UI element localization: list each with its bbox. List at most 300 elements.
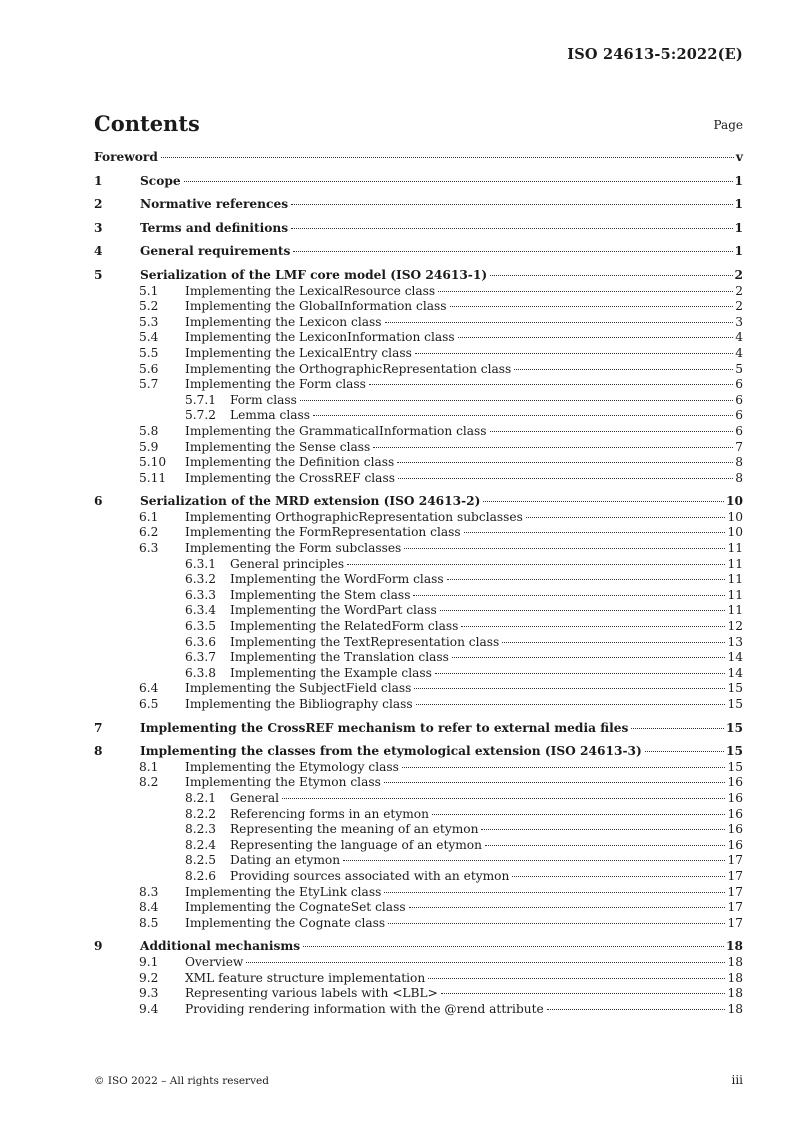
toc-entry-line xyxy=(140,939,743,955)
toc-entry[interactable] xyxy=(94,377,743,393)
toc-entry-title: XML feature structure implementation xyxy=(185,970,426,985)
toc-entry-line xyxy=(230,393,743,409)
toc-dot-leader xyxy=(450,306,734,307)
toc-entry-line xyxy=(230,807,743,823)
toc-dot-leader xyxy=(441,993,726,994)
toc-entry[interactable] xyxy=(94,939,743,955)
toc-entry-page: 11 xyxy=(727,572,743,587)
toc-dot-leader xyxy=(161,157,734,158)
toc-entry[interactable] xyxy=(94,408,743,424)
table-of-contents xyxy=(94,150,743,1017)
toc-entry-title: Implementing the WordForm class xyxy=(230,572,444,587)
toc-entry-title: Implementing the LexiconInformation class xyxy=(185,330,455,345)
toc-dot-leader xyxy=(485,845,726,846)
toc-entry-line xyxy=(185,330,743,346)
toc-entry-number: 9.4 xyxy=(139,1001,159,1016)
toc-entry-line xyxy=(185,697,743,713)
toc-entry-page: 1 xyxy=(734,244,743,259)
toc-entry-line xyxy=(140,221,743,237)
toc-entry-line xyxy=(185,760,743,776)
toc-entry-line xyxy=(140,197,743,213)
toc-entry-title: Representing the meaning of an etymon xyxy=(230,822,479,837)
toc-entry-number: 5.8 xyxy=(139,423,159,438)
toc-entry[interactable] xyxy=(94,838,743,854)
toc-dot-leader xyxy=(458,337,734,338)
toc-entry-title: Implementing the SubjectField class xyxy=(185,681,412,696)
toc-entry-line xyxy=(185,299,743,315)
toc-entry-page: 16 xyxy=(727,822,743,837)
toc-entry-title: Dating an etymon xyxy=(230,853,341,868)
toc-entry-page: 11 xyxy=(727,603,743,618)
toc-entry-number: 5.7 xyxy=(139,377,159,392)
page-column-label: Page xyxy=(713,118,743,132)
toc-entry-title: Implementing the Form subclasses xyxy=(185,541,402,556)
page-title: Contents xyxy=(94,111,200,136)
toc-entry-line xyxy=(230,408,743,424)
toc-entry[interactable] xyxy=(94,284,743,300)
toc-entry-page: 2 xyxy=(735,283,743,298)
toc-entry-number: 6.5 xyxy=(139,697,159,711)
toc-entry-number: 6.3 xyxy=(139,541,159,556)
toc-entry-number: 3 xyxy=(94,220,103,235)
toc-entry-line xyxy=(140,174,743,190)
toc-dot-leader xyxy=(246,962,725,963)
toc-entry-page: 15 xyxy=(726,744,743,759)
toc-entry[interactable] xyxy=(94,299,743,315)
toc-entry-title: Scope xyxy=(140,173,181,188)
toc-entry-title: Implementing the RelatedForm class xyxy=(230,619,459,634)
toc-entry-number: 5.9 xyxy=(139,439,159,454)
toc-entry[interactable] xyxy=(94,346,743,362)
toc-dot-leader xyxy=(343,860,725,861)
toc-entry-page: 6 xyxy=(735,408,743,423)
toc-entry-title: General principles xyxy=(230,556,345,571)
toc-entry-line xyxy=(230,838,743,854)
toc-entry[interactable] xyxy=(94,315,743,331)
toc-dot-leader xyxy=(512,876,725,877)
toc-entry-number: 8.4 xyxy=(139,900,159,915)
toc-entry-page: 16 xyxy=(727,837,743,852)
toc-entry[interactable] xyxy=(94,822,743,838)
toc-entry-line xyxy=(230,822,743,838)
toc-entry-page: 1 xyxy=(734,197,743,212)
toc-dot-leader xyxy=(388,923,725,924)
toc-dot-leader xyxy=(416,704,726,705)
toc-entry[interactable] xyxy=(94,557,743,573)
toc-entry-page: 18 xyxy=(727,970,743,985)
toc-entry-title: Implementing the LexicalEntry class xyxy=(185,345,412,360)
toc-entry-title: Providing rendering information with the @rend attribute xyxy=(185,1001,544,1016)
toc-entry-number: 4 xyxy=(94,244,103,259)
toc-dot-leader xyxy=(547,1009,726,1010)
toc-dot-leader xyxy=(414,688,725,689)
toc-entry-page: 17 xyxy=(727,853,743,868)
toc-entry-title: Implementing the Cognate class xyxy=(185,915,386,930)
toc-entry[interactable] xyxy=(94,494,743,510)
toc-entry[interactable] xyxy=(94,744,743,760)
page-number: iii xyxy=(731,1073,743,1087)
toc-entry[interactable] xyxy=(94,268,743,284)
toc-dot-leader xyxy=(440,610,726,611)
toc-entry-number: 6.4 xyxy=(139,681,159,696)
toc-entry-title: Terms and definitions xyxy=(140,220,289,235)
toc-entry-page: 15 xyxy=(727,759,743,774)
toc-entry-number: 8.5 xyxy=(139,915,159,930)
toc-entry-number: 6.2 xyxy=(139,525,159,540)
toc-entry-page: 16 xyxy=(727,775,743,790)
toc-entry-line xyxy=(185,424,743,440)
toc-entry[interactable] xyxy=(94,681,743,697)
toc-entry[interactable] xyxy=(94,697,743,713)
toc-entry-line xyxy=(230,557,743,573)
toc-entry-line xyxy=(185,955,743,971)
toc-entry-line xyxy=(185,440,743,456)
toc-entry[interactable] xyxy=(94,955,743,971)
toc-entry-number: 5.7.2 xyxy=(185,408,217,423)
toc-dot-leader xyxy=(452,657,726,658)
toc-entry[interactable] xyxy=(94,541,743,557)
toc-dot-leader xyxy=(347,564,725,565)
toc-entry-line xyxy=(140,268,743,284)
toc-entry-title: Implementing the OrthographicRepresentation class xyxy=(185,361,512,376)
toc-entry-page: 17 xyxy=(727,884,743,899)
toc-dot-leader xyxy=(300,400,733,401)
toc-dot-leader xyxy=(313,415,733,416)
toc-dot-leader xyxy=(645,751,724,752)
toc-entry[interactable] xyxy=(94,916,743,932)
toc-dot-leader xyxy=(303,946,724,947)
toc-entry-number: 6.3.8 xyxy=(185,665,217,680)
toc-dot-leader xyxy=(526,517,726,518)
toc-entry-page: 5 xyxy=(735,361,743,376)
toc-entry[interactable] xyxy=(94,1002,743,1018)
toc-entry-page: 4 xyxy=(735,345,743,360)
toc-entry-number: 5.10 xyxy=(139,455,167,470)
toc-entry-number: 5.11 xyxy=(139,470,167,485)
toc-entry-line xyxy=(185,346,743,362)
toc-entry-title: Implementing the Form class xyxy=(185,377,366,392)
toc-entry-line xyxy=(185,377,743,393)
toc-entry-number: 8.2.6 xyxy=(185,868,217,883)
toc-entry-title: Implementing the Definition class xyxy=(185,455,395,470)
toc-entry-number: 9.3 xyxy=(139,986,159,1001)
toc-entry-line xyxy=(230,572,743,588)
toc-entry-line xyxy=(185,541,743,557)
toc-entry[interactable] xyxy=(94,853,743,869)
toc-entry-title: Implementing the Example class xyxy=(230,665,432,680)
toc-dot-leader xyxy=(291,228,732,229)
toc-entry-number: 5.2 xyxy=(139,299,159,314)
toc-entry-line xyxy=(140,244,743,260)
toc-entry[interactable] xyxy=(94,525,743,541)
toc-entry-title: Referencing forms in an etymon xyxy=(230,806,429,821)
toc-entry[interactable] xyxy=(94,588,743,604)
toc-entry-number: 6.1 xyxy=(139,509,159,524)
toc-entry-page: 16 xyxy=(727,790,743,805)
toc-dot-leader xyxy=(490,275,732,276)
toc-dot-leader xyxy=(481,829,725,830)
toc-entry-page: 6 xyxy=(735,392,743,407)
toc-entry-number: 5.4 xyxy=(139,330,159,345)
toc-dot-leader xyxy=(369,384,733,385)
toc-entry-title: Implementing the FormRepresentation class xyxy=(185,525,461,540)
toc-entry[interactable] xyxy=(94,807,743,823)
toc-entry-line xyxy=(94,150,743,166)
toc-entry-number: 8.3 xyxy=(139,884,159,899)
toc-entry-number: 5 xyxy=(94,267,103,282)
toc-entry-line xyxy=(140,494,743,510)
toc-dot-leader xyxy=(397,462,733,463)
toc-entry[interactable] xyxy=(94,666,743,682)
toc-dot-leader xyxy=(373,447,733,448)
toc-entry-page: 12 xyxy=(727,619,743,634)
toc-entry-line xyxy=(185,681,743,697)
toc-entry-title: Additional mechanisms xyxy=(140,939,301,954)
toc-entry-line xyxy=(230,619,743,635)
toc-dot-leader xyxy=(428,978,725,979)
toc-entry-title: Implementing the TextRepresentation class xyxy=(230,634,500,649)
toc-entry-line xyxy=(185,971,743,987)
toc-entry-line xyxy=(185,775,743,791)
toc-entry-number: 6.3.2 xyxy=(185,572,217,587)
toc-entry-title: Form class xyxy=(230,392,297,407)
toc-entry[interactable] xyxy=(94,393,743,409)
toc-entry[interactable] xyxy=(94,455,743,471)
toc-entry-number: 6.3.4 xyxy=(185,603,217,618)
toc-entry[interactable] xyxy=(94,971,743,987)
toc-entry-title: Serialization of the MRD extension (ISO 24613-2) xyxy=(140,494,481,509)
toc-entry-number: 5.3 xyxy=(139,314,159,329)
toc-entry-title: General requirements xyxy=(140,244,291,259)
toc-entry-number: 2 xyxy=(94,197,103,212)
toc-dot-leader xyxy=(464,532,726,533)
toc-dot-leader xyxy=(384,782,726,783)
toc-entry-number: 7 xyxy=(94,720,103,735)
toc-entry-page: 10 xyxy=(727,525,743,540)
toc-dot-leader xyxy=(432,814,726,815)
toc-dot-leader xyxy=(398,478,733,479)
toc-entry-title: Implementing the WordPart class xyxy=(230,603,437,618)
toc-entry[interactable] xyxy=(94,510,743,526)
toc-entry-line xyxy=(230,853,743,869)
toc-entry-line xyxy=(230,603,743,619)
toc-entry[interactable] xyxy=(94,635,743,651)
toc-entry-page: 3 xyxy=(735,314,743,329)
toc-entry-line xyxy=(230,588,743,604)
toc-entry-line xyxy=(185,1002,743,1018)
toc-entry-page: 15 xyxy=(727,681,743,696)
toc-entry-page: 8 xyxy=(735,470,743,485)
toc-entry-title: Implementing the Stem class xyxy=(230,587,411,602)
toc-entry[interactable] xyxy=(94,721,743,737)
toc-entry-page: 18 xyxy=(727,1001,743,1016)
toc-entry-line xyxy=(185,986,743,1002)
toc-entry-page: 2 xyxy=(734,267,743,282)
toc-entry-title: Implementing the Etymology class xyxy=(185,759,399,774)
toc-entry-title: Providing sources associated with an etymon xyxy=(230,868,510,883)
toc-entry-title: Implementing the Lexicon class xyxy=(185,314,382,329)
toc-entry-title: Implementing the EtyLink class xyxy=(185,884,382,899)
toc-entry-title: Implementing the GlobalInformation class xyxy=(185,299,447,314)
toc-entry-number: 9.1 xyxy=(139,954,159,969)
toc-entry[interactable] xyxy=(94,471,743,487)
toc-entry-title: Representing various labels with <LBL> xyxy=(185,986,438,1001)
toc-dot-leader xyxy=(184,181,733,182)
toc-entry-page: 1 xyxy=(734,220,743,235)
toc-entry-page: 11 xyxy=(727,556,743,571)
toc-entry[interactable] xyxy=(94,174,743,190)
toc-entry[interactable] xyxy=(94,197,743,213)
toc-entry-number: 5.1 xyxy=(139,283,159,298)
toc-entry-title: Lemma class xyxy=(230,408,311,423)
toc-entry-number: 5.5 xyxy=(139,345,159,360)
toc-dot-leader xyxy=(438,291,733,292)
toc-dot-leader xyxy=(404,548,725,549)
toc-entry-title: Implementing OrthographicRepresentation subclasses xyxy=(185,509,523,524)
toc-dot-leader xyxy=(409,907,726,908)
toc-dot-leader xyxy=(483,501,724,502)
toc-entry-title: Implementing the GrammaticalInformation class xyxy=(185,423,487,438)
copyright-notice: © ISO 2022 – All rights reserved xyxy=(94,1075,269,1087)
toc-entry-number: 6.3.7 xyxy=(185,650,217,665)
toc-entry-page: 11 xyxy=(727,541,743,556)
toc-entry-page: v xyxy=(735,150,743,164)
toc-entry-line xyxy=(230,635,743,651)
toc-entry-line xyxy=(230,791,743,807)
toc-entry-line xyxy=(230,869,743,885)
toc-entry-title: Implementing the Etymon class xyxy=(185,775,381,790)
toc-entry-page: 8 xyxy=(735,455,743,470)
toc-entry-number: 1 xyxy=(94,173,103,188)
toc-entry-number: 6.3.3 xyxy=(185,587,217,602)
toc-entry[interactable] xyxy=(94,440,743,456)
toc-entry-number: 6.3.5 xyxy=(185,619,217,634)
toc-entry-page: 10 xyxy=(727,509,743,524)
toc-entry-page: 15 xyxy=(727,697,743,711)
toc-entry-line xyxy=(185,900,743,916)
toc-entry-page: 2 xyxy=(735,299,743,314)
toc-entry[interactable] xyxy=(94,572,743,588)
toc-entry-number: 8.2.1 xyxy=(185,790,217,805)
toc-entry-title: Implementing the Bibliography class xyxy=(185,697,413,711)
toc-entry-page: 18 xyxy=(727,986,743,1001)
toc-entry-line xyxy=(185,916,743,932)
document-id: ISO 24613-5:2022(E) xyxy=(567,46,743,63)
toc-dot-leader xyxy=(291,204,732,205)
toc-entry-page: 17 xyxy=(727,868,743,883)
toc-dot-leader xyxy=(447,579,726,580)
toc-entry-number: 8.2.2 xyxy=(185,806,217,821)
toc-entry[interactable] xyxy=(94,869,743,885)
toc-entry-page: 14 xyxy=(727,665,743,680)
toc-entry-line xyxy=(230,650,743,666)
toc-entry[interactable] xyxy=(94,603,743,619)
toc-entry-title: Representing the language of an etymon xyxy=(230,837,482,852)
toc-entry-number: 9.2 xyxy=(139,970,159,985)
toc-entry-page: 17 xyxy=(727,915,743,930)
toc-dot-leader xyxy=(461,626,725,627)
toc-entry-number: 8.1 xyxy=(139,759,159,774)
toc-entry-number: 9 xyxy=(94,939,103,954)
toc-entry-line xyxy=(185,455,743,471)
toc-entry-page: 1 xyxy=(734,173,743,188)
toc-entry-page: 4 xyxy=(735,330,743,345)
toc-entry[interactable] xyxy=(94,650,743,666)
toc-entry-page: 14 xyxy=(727,650,743,665)
toc-entry[interactable] xyxy=(94,775,743,791)
toc-entry-page: 18 xyxy=(726,939,743,954)
toc-entry-number: 6.3.1 xyxy=(185,556,217,571)
toc-entry[interactable] xyxy=(94,619,743,635)
toc-entry-page: 15 xyxy=(726,720,743,735)
toc-entry-page: 6 xyxy=(735,377,743,392)
toc-entry[interactable] xyxy=(94,244,743,260)
toc-entry-page: 11 xyxy=(727,587,743,602)
toc-entry-title: Implementing the Sense class xyxy=(185,439,371,454)
toc-dot-leader xyxy=(384,892,725,893)
toc-entry-number: 5.7.1 xyxy=(185,392,217,407)
toc-entry-number: 8.2.4 xyxy=(185,837,217,852)
toc-entry-line xyxy=(185,315,743,331)
toc-dot-leader xyxy=(402,767,726,768)
toc-dot-leader xyxy=(282,798,725,799)
toc-entry-title: Overview xyxy=(185,954,244,969)
toc-entry[interactable] xyxy=(94,900,743,916)
toc-entry-page: 18 xyxy=(727,954,743,969)
toc-entry-title: Serialization of the LMF core model (ISO 24613-1) xyxy=(140,267,488,282)
toc-entry-title: Implementing the CrossREF class xyxy=(185,470,395,485)
toc-entry[interactable] xyxy=(94,221,743,237)
toc-entry-line xyxy=(185,362,743,378)
toc-entry-title: Implementing the classes from the etymological extension (ISO 24613-3) xyxy=(140,744,642,759)
toc-entry-page: 10 xyxy=(726,494,743,509)
toc-entry[interactable] xyxy=(94,760,743,776)
toc-entry-line xyxy=(185,885,743,901)
toc-entry[interactable] xyxy=(94,330,743,346)
toc-entry-title: Normative references xyxy=(140,197,289,212)
toc-entry-title: General xyxy=(230,790,279,805)
toc-entry-number: 6.3.6 xyxy=(185,634,217,649)
toc-entry[interactable] xyxy=(94,424,743,440)
toc-entry-number: 5.6 xyxy=(139,361,159,376)
toc-entry-title: Foreword xyxy=(94,150,158,164)
toc-entry[interactable] xyxy=(94,885,743,901)
toc-entry-title: Implementing the CognateSet class xyxy=(185,900,406,915)
toc-entry-page: 6 xyxy=(735,423,743,438)
toc-entry-title: Implementing the Translation class xyxy=(230,650,449,665)
toc-entry-page: 13 xyxy=(727,634,743,649)
toc-entry-number: 8.2.5 xyxy=(185,853,217,868)
toc-entry[interactable] xyxy=(94,986,743,1002)
toc-dot-leader xyxy=(435,673,726,674)
toc-entry[interactable] xyxy=(94,791,743,807)
toc-entry-title: Implementing the LexicalResource class xyxy=(185,283,436,298)
toc-entry-number: 8.2 xyxy=(139,775,159,790)
toc-dot-leader xyxy=(415,353,733,354)
toc-entry-page: 16 xyxy=(727,806,743,821)
toc-entry-line xyxy=(185,471,743,487)
toc-entry-line xyxy=(230,666,743,682)
toc-entry-page: 17 xyxy=(727,900,743,915)
toc-dot-leader xyxy=(413,595,725,596)
toc-dot-leader xyxy=(490,431,734,432)
toc-entry-number: 6 xyxy=(94,494,103,509)
toc-dot-leader xyxy=(514,369,733,370)
toc-entry[interactable] xyxy=(94,150,743,166)
toc-dot-leader xyxy=(631,728,724,729)
toc-dot-leader xyxy=(293,251,732,252)
toc-entry[interactable] xyxy=(94,362,743,378)
